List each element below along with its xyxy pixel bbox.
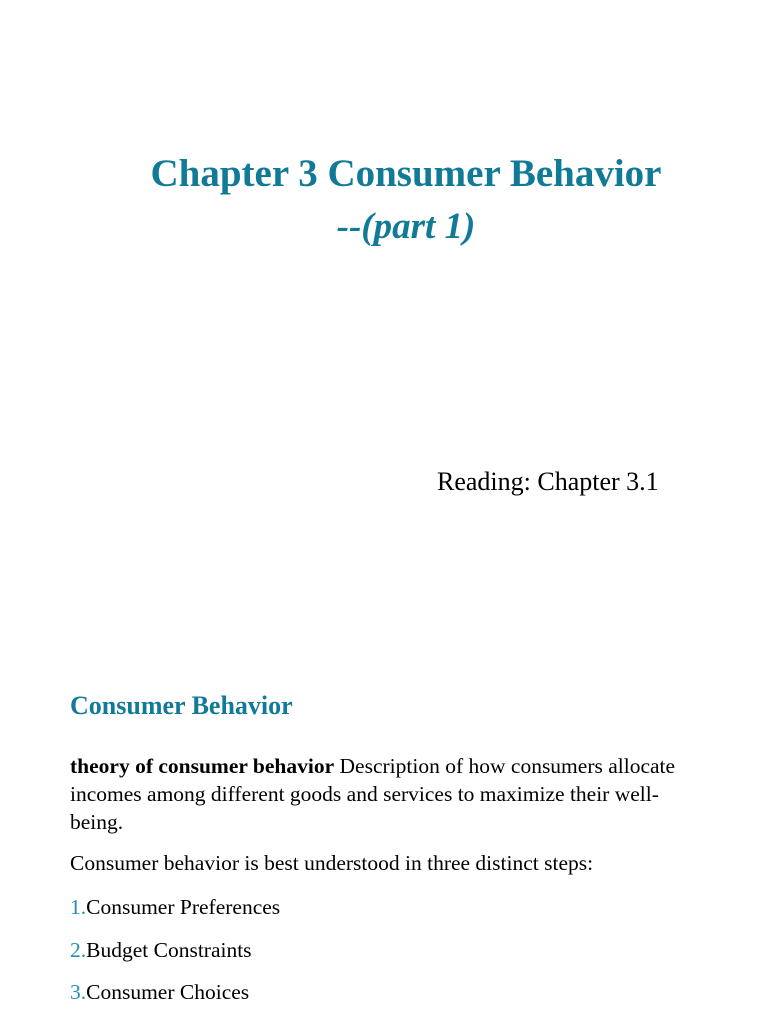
intro-sentence: Consumer behavior is best understood in three distinct steps: (70, 851, 594, 875)
definition-term: theory of consumer behavior (70, 754, 335, 778)
list-item (70, 893, 280, 936)
list-item-label: Budget Constraints (86, 937, 252, 962)
list-item (70, 978, 280, 1021)
section-heading: Consumer Behavior (70, 691, 293, 720)
slide-subtitle: --(part 1) (336, 206, 476, 247)
list-item-label: Consumer Preferences (86, 895, 281, 919)
list-item-number: 2. (70, 937, 87, 962)
reading-reference: Reading: Chapter 3.1 (437, 467, 659, 496)
list-item-number: 3. (70, 980, 87, 1004)
slide-title-heading: Chapter 3 Consumer Behavior (150, 152, 662, 195)
steps-list (70, 893, 280, 1021)
slide-consumer-behavior (0, 640, 768, 1024)
list-item (70, 936, 280, 979)
list-item-label: Consumer Choices (86, 980, 250, 1004)
definition-text: Description of how consumers allocate incomes among different goods and services to maximize their well-being. (70, 754, 676, 834)
definition-paragraph (70, 752, 710, 836)
list-item-number: 1. (70, 895, 87, 919)
